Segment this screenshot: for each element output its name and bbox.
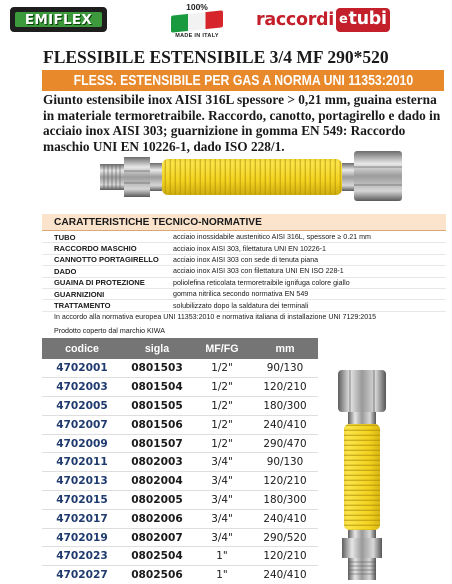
cell-mm: 90/130 — [252, 453, 318, 472]
spec-key: CANNOTTO PORTAGIRELLO — [54, 255, 159, 265]
made-in-italy-badge — [167, 2, 227, 42]
cell-mm: 240/410 — [252, 509, 318, 528]
table-row — [42, 566, 318, 584]
specs-header-text: CARATTERISTICHE TECNICO-NORMATIVE — [54, 216, 262, 228]
subtitle-bar — [42, 70, 444, 91]
cell-codice: 4702019 — [42, 528, 122, 547]
cell-sigla: 0802506 — [122, 566, 192, 584]
spec-row — [42, 266, 446, 277]
spec-row — [42, 255, 446, 266]
cell-codice: 4702003 — [42, 378, 122, 397]
header-sigla: sigla — [122, 338, 192, 359]
cell-sigla: 0801507 — [122, 434, 192, 453]
cell-mf: 3/4" — [192, 509, 252, 528]
table-row — [42, 453, 318, 472]
product-codes-table — [42, 338, 318, 584]
specs-table — [42, 232, 446, 312]
cell-codice: 4702013 — [42, 472, 122, 491]
spec-key: TUBO — [54, 232, 76, 242]
spec-row — [42, 289, 446, 300]
cell-sigla: 0801506 — [122, 415, 192, 434]
cell-sigla: 0801503 — [122, 359, 192, 378]
product-description: Giunto estensibile inox AISI 316L spessore > 0,21 mm, guaina esterna in materiale termoretraibile. Raccordo, canotto, portagirello e dado in acciaio inox AISI 303; guarnizione in gomma EN 549: Raccordo maschio UNI EN 10226-1, dado ISO 228/1. — [43, 92, 441, 154]
emiflex-logo-text: EMIFLEX — [24, 11, 93, 28]
spec-value: acciaio inossidabile austenitico AISI 316L, spessore ≥ 0.21 mm — [173, 233, 371, 242]
cell-sigla: 0802504 — [122, 547, 192, 566]
tubi-logo-text: tubi — [348, 9, 387, 29]
spec-row — [42, 278, 446, 289]
cell-codice: 4702027 — [42, 566, 122, 584]
header-mf-fg: MF/FG — [192, 338, 252, 359]
spec-value: gomma nitrilica secondo normativa EN 549 — [173, 290, 309, 299]
kiwa-note: Prodotto coperto dal marchio KIWA — [54, 327, 165, 335]
table-row — [42, 359, 318, 378]
cell-mm: 240/410 — [252, 566, 318, 584]
specs-header — [42, 214, 446, 231]
cell-codice: 4702005 — [42, 397, 122, 416]
cell-mm: 180/300 — [252, 397, 318, 416]
spec-value: acciaio inox AISI 303 con sede di tenuta piana — [173, 255, 319, 264]
cell-mf: 3/4" — [192, 491, 252, 510]
table-row — [42, 509, 318, 528]
cell-mf: 1/2" — [192, 397, 252, 416]
spec-row — [42, 232, 446, 243]
spec-value: acciaio inox AISI 303, filettatura UNI EN 10226-1 — [173, 244, 326, 253]
spec-value: poliolefina reticolata termoretraibile ignifuga colore giallo — [173, 278, 350, 287]
header-mm: mm — [252, 338, 318, 359]
spec-row — [42, 243, 446, 254]
table-row — [42, 378, 318, 397]
table-row — [42, 547, 318, 566]
cell-codice: 4702001 — [42, 359, 122, 378]
cell-sigla: 0802007 — [122, 528, 192, 547]
cell-mm: 180/300 — [252, 491, 318, 510]
table-row — [42, 434, 318, 453]
cell-sigla: 0801504 — [122, 378, 192, 397]
spec-key: GUAINA DI PROTEZIONE — [54, 278, 145, 288]
product-title: FLESSIBILE ESTENSIBILE 3/4 MF 290*520 — [43, 47, 389, 67]
hose-product-image — [96, 145, 408, 205]
table-row — [42, 397, 318, 416]
spec-row — [42, 300, 446, 311]
norm-note: In accordo alla normativa europea UNI 11353:2010 e normativa italiana di installazione UNI 7129:2015 — [54, 313, 377, 321]
cell-mm: 290/470 — [252, 434, 318, 453]
cell-sigla: 0801505 — [122, 397, 192, 416]
table-row — [42, 472, 318, 491]
spec-value: solubilizzato dopo la saldatura dei terminali — [173, 301, 309, 310]
cell-mf: 3/4" — [192, 453, 252, 472]
cell-mm: 240/410 — [252, 415, 318, 434]
cell-codice: 4702007 — [42, 415, 122, 434]
cell-mf: 1/2" — [192, 378, 252, 397]
cell-codice: 4702009 — [42, 434, 122, 453]
header-codice: codice — [42, 338, 122, 359]
cell-mm: 90/130 — [252, 359, 318, 378]
table-header-row — [42, 338, 318, 359]
cell-codice: 4702017 — [42, 509, 122, 528]
cell-mf: 1/2" — [192, 359, 252, 378]
spec-value: acciaio inox AISI 303 con filettatura UNI EN ISO 228-1 — [173, 267, 344, 276]
tubi-logo-part: etubi — [336, 8, 390, 32]
cell-mf: 1/2" — [192, 415, 252, 434]
spec-key: GUARNIZIONI — [54, 289, 105, 299]
cell-mf: 1" — [192, 547, 252, 566]
table-row — [42, 415, 318, 434]
cell-sigla: 0802006 — [122, 509, 192, 528]
cell-mf: 3/4" — [192, 472, 252, 491]
cell-sigla: 0802003 — [122, 453, 192, 472]
made-in-italy-percent: 100% — [186, 2, 208, 12]
italian-flag-icon — [171, 10, 223, 32]
cell-mf: 3/4" — [192, 528, 252, 547]
cell-sigla: 0802004 — [122, 472, 192, 491]
spec-key: TRATTAMENTO — [54, 301, 111, 311]
spec-key: RACCORDO MASCHIO — [54, 244, 137, 254]
cell-codice: 4702023 — [42, 547, 122, 566]
emiflex-logo — [10, 7, 107, 32]
cell-mm: 290/520 — [252, 528, 318, 547]
raccordi-logo-part: raccordi — [256, 10, 334, 30]
table-row — [42, 528, 318, 547]
subtitle-text: FLESS. ESTENSIBILE PER GAS A NORMA UNI 11353:2010 — [73, 72, 413, 89]
cell-codice: 4702015 — [42, 491, 122, 510]
cell-codice: 4702011 — [42, 453, 122, 472]
cell-mf: 1/2" — [192, 434, 252, 453]
hose-vertical-image — [326, 366, 398, 582]
cell-mm: 120/210 — [252, 378, 318, 397]
cell-sigla: 0802005 — [122, 491, 192, 510]
raccordietubi-logo — [256, 9, 441, 31]
cell-mm: 120/210 — [252, 547, 318, 566]
made-in-italy-label: MADE IN ITALY — [175, 33, 219, 39]
spec-key: DADO — [54, 266, 77, 276]
cell-mf: 1" — [192, 566, 252, 584]
cell-mm: 120/210 — [252, 472, 318, 491]
table-row — [42, 491, 318, 510]
